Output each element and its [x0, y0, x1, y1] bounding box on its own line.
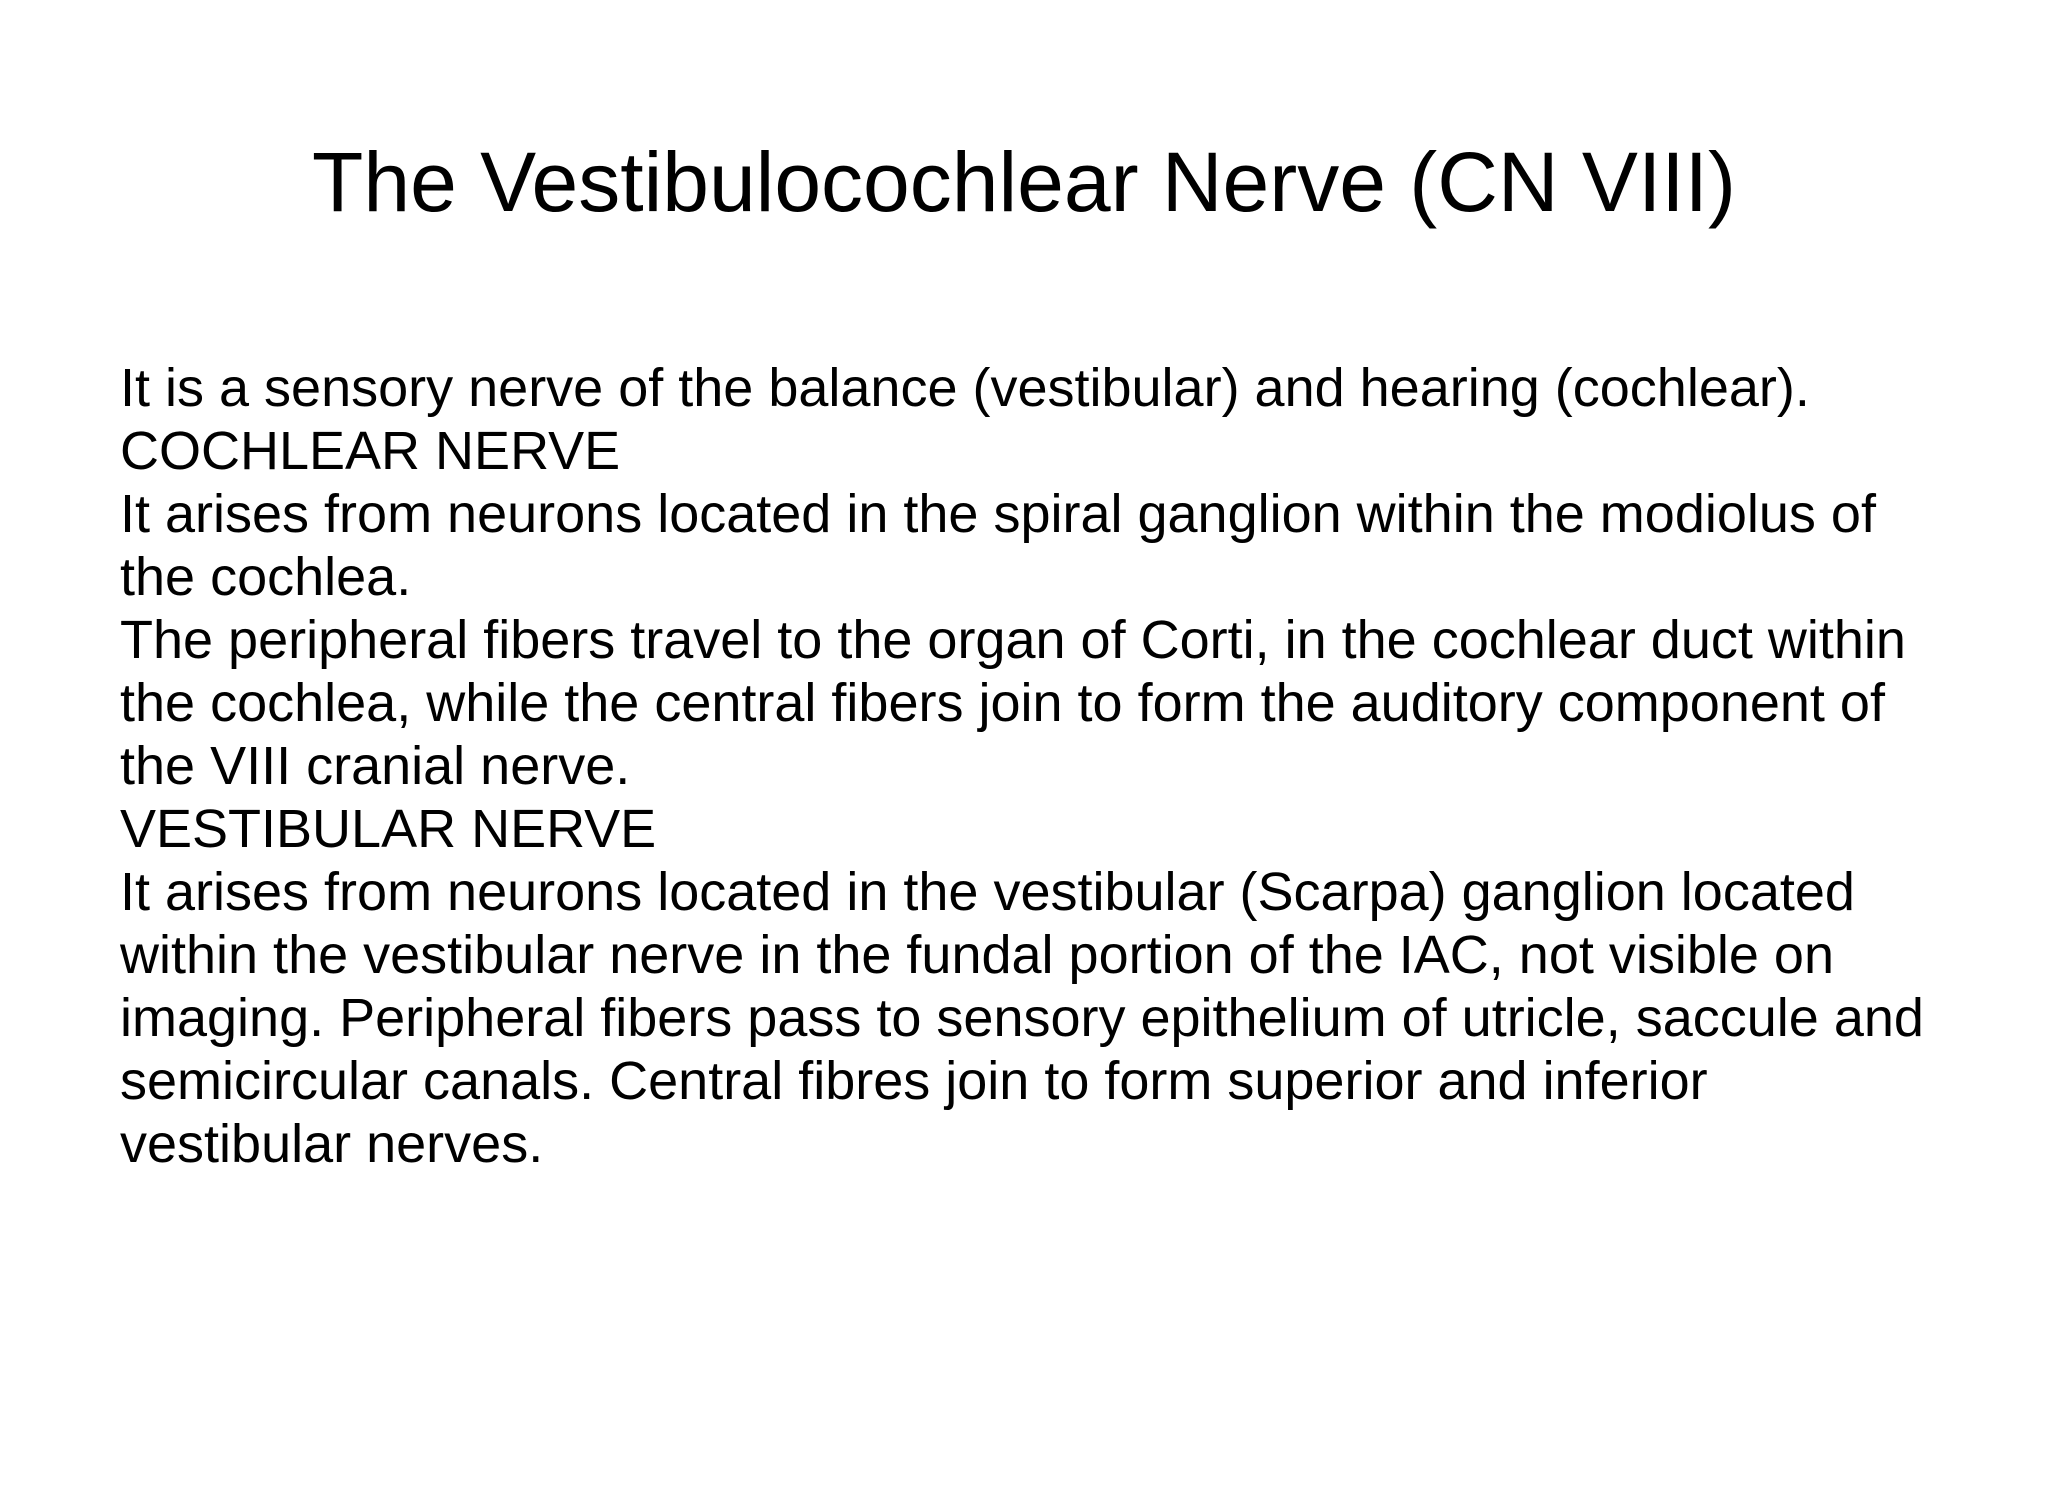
cochlear-nerve-heading: COCHLEAR NERVE — [120, 421, 621, 481]
slide-body — [120, 357, 1950, 1176]
vestibular-origin-paragraph: It arises from neurons located in the vestibular (Scarpa) ganglion located within the vestibular nerve in the fundal portion of the IAC, not visible on imaging. Peripheral fibers pass to sensory epithelium of utricle, saccule and semicircular canals. Central fibres join to form superior and inferior vestibular nerves. — [120, 862, 1924, 1174]
slide-title: The Vestibulocochlear Nerve (CN VIII) — [312, 135, 1736, 229]
vestibular-nerve-heading: VESTIBULAR NERVE — [120, 799, 657, 859]
intro-paragraph: It is a sensory nerve of the balance (vestibular) and hearing (cochlear). — [120, 358, 1810, 418]
cochlear-origin-paragraph: It arises from neurons located in the spiral ganglion within the modiolus of the cochlea. — [120, 484, 1876, 607]
cochlear-fibers-paragraph: The peripheral fibers travel to the organ of Corti, in the cochlear duct within the cochlea, while the central fibers join to form the auditory component of the VIII cranial nerve. — [120, 610, 1906, 796]
